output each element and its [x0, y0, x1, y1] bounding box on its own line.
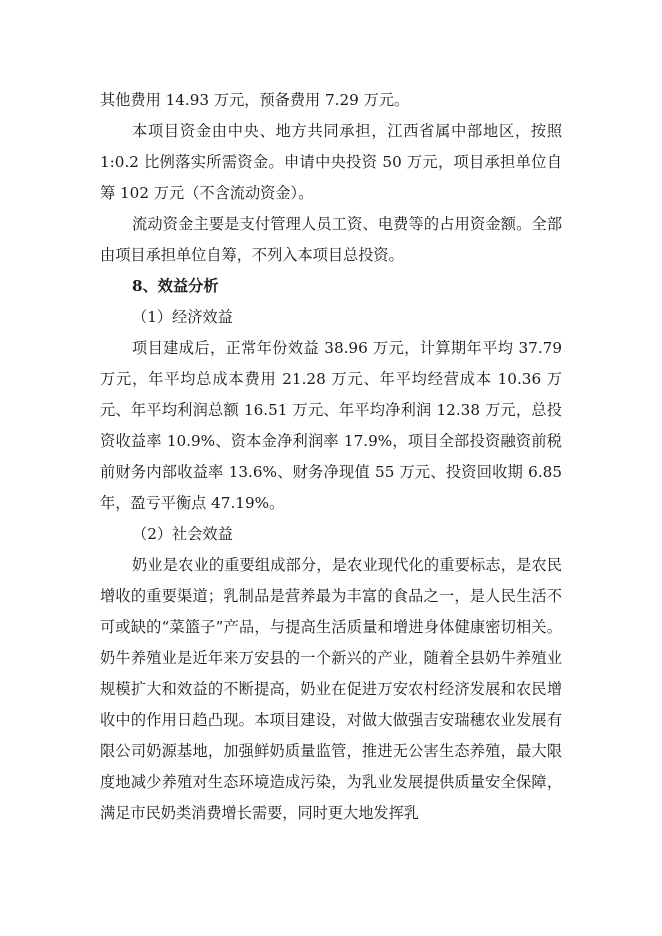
- paragraph-other-costs: 其他费用 14.93 万元，预备费用 7.29 万元。: [100, 91, 410, 109]
- section-heading: 8、效益分析: [132, 277, 219, 295]
- social-benefit-paragraph: 奶业是农业的重要组成部分，是农业现代化的重要标志，是农民增收的重要渠道；乳制品是营养最为丰富的食品之一，是人民生活不可或缺的“菜篮子”产品，与提高生活质量和增进身体健康密切相关。奶牛养殖业是近年来万安县的一个新兴的产业，随着全县奶牛养殖业规模扩大和效益的不断提高，奶业在促进万安农村经济发展和农民增收中的作用日趋凸现。本项目建设，对做大做强吉安瑞穗农业发展有限公司奶源基地，加强鲜奶质量监管，推进无公害生态养殖，最大限度地减少养殖对生态环境造成污染，为乳业发展提供质量安全保障，满足市民奶类消费增长需要，同时更大地发挥乳: [100, 556, 562, 822]
- paragraph-funding: 本项目资金由中央、地方共同承担，江西省属中部地区，按照 1:0.2 比例落实所需资金。申请中央投资 50 万元，项目承担单位自筹 102 万元（不含流动资金）。: [100, 122, 562, 202]
- economic-benefit-paragraph: 项目建成后，正常年份效益 38.96 万元，计算期年平均 37.79 万元，年平均总成本费用 21.28 万元、年平均经营成本 10.36 万元、年平均利润总额 16.51 万元、年平均净利润 12.38 万元，总投资收益率 10.9%、资本金净利润率 17.9%，项目全部投资融资前税前财务内部收益率 13.6%、财务净现值 55 万元、投资回收期 6.85 年，盈亏平衡点 47.19%。: [100, 339, 562, 512]
- paragraph-working-capital: 流动资金主要是支付管理人员工资、电费等的占用资金额。全部由项目承担单位自筹，不列入本项目总投资。: [100, 215, 562, 264]
- economic-benefit-title: （1）经济效益: [132, 308, 233, 326]
- social-benefit-title: （2）社会效益: [132, 525, 233, 543]
